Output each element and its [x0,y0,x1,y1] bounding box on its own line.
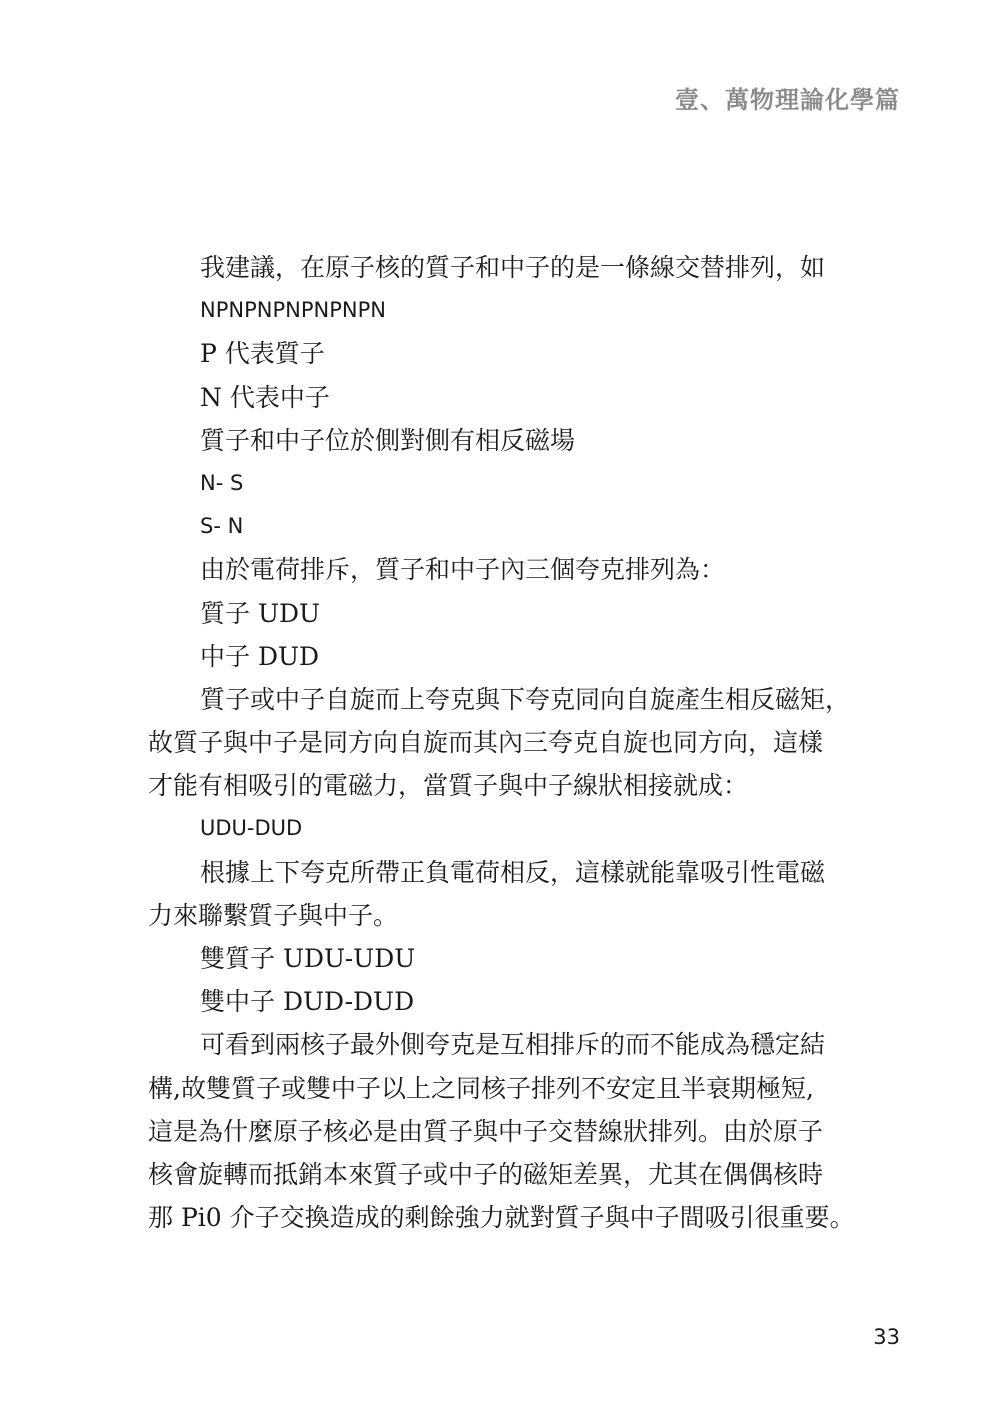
paragraph-line: 由於電荷排斥，質子和中子內三個夸克排列為： [200,555,726,585]
paragraph-line: 雙中子 DUD-DUD [200,987,415,1017]
paragraph-line: 質子和中子位於側對側有相反磁場 [200,425,576,455]
paragraph-line: 中子 DUD [200,641,320,671]
paragraph-line: 那 Pi0 介子交換造成的剩餘強力就對質子與中子間吸引很重要。 [148,1203,855,1233]
paragraph-line: 根據上下夸克所帶正負電荷相反，這樣就能靠吸引性電磁 [200,857,826,887]
running-header-title: 壹、萬物理論化學篇 [675,86,900,114]
paragraph-line: 構,故雙質子或雙中子以上之同核子排列不安定且半衰期極短, [148,1073,814,1103]
paragraph-line: N 代表中子 [200,382,330,412]
page-number: 33 [873,1325,900,1349]
paragraph-line: NPNPNPNPNPNPN [200,298,386,323]
paragraph-line: 可看到兩核子最外側夸克是互相排斥的而不能成為穩定結 [200,1030,826,1060]
paragraph-line: 核會旋轉而抵銷本來質子或中子的磁矩差異，尤其在偶偶核時 [148,1159,824,1189]
paragraph-line: 這是為什麼原子核必是由質子與中子交替線狀排列。由於原子 [148,1116,824,1146]
paragraph-line: UDU-DUD [200,816,303,841]
paragraph-line: 質子 UDU [200,598,321,628]
paragraph-line: 雙質子 UDU-UDU [200,944,416,973]
page-body [148,246,868,1239]
paragraph-line: N- S [200,470,244,495]
paragraph-line: S- N [200,514,244,539]
paragraph-line: 力來聯繫質子與中子。 [148,900,399,930]
paragraph-line: 我建議，在原子核的質子和中子的是一條線交替排列，如 [200,253,826,282]
paragraph-line: P 代表質子 [200,339,325,369]
paragraph-line: 故質子與中子是同方向自旋而其內三夸克自旋也同方向，這樣 [148,728,824,758]
paragraph-line: 質子或中子自旋而上夸克與下夸克同向自旋產生相反磁矩， [200,684,851,714]
paragraph-line: 才能有相吸引的電磁力，當質子與中子線狀相接就成： [148,771,749,801]
